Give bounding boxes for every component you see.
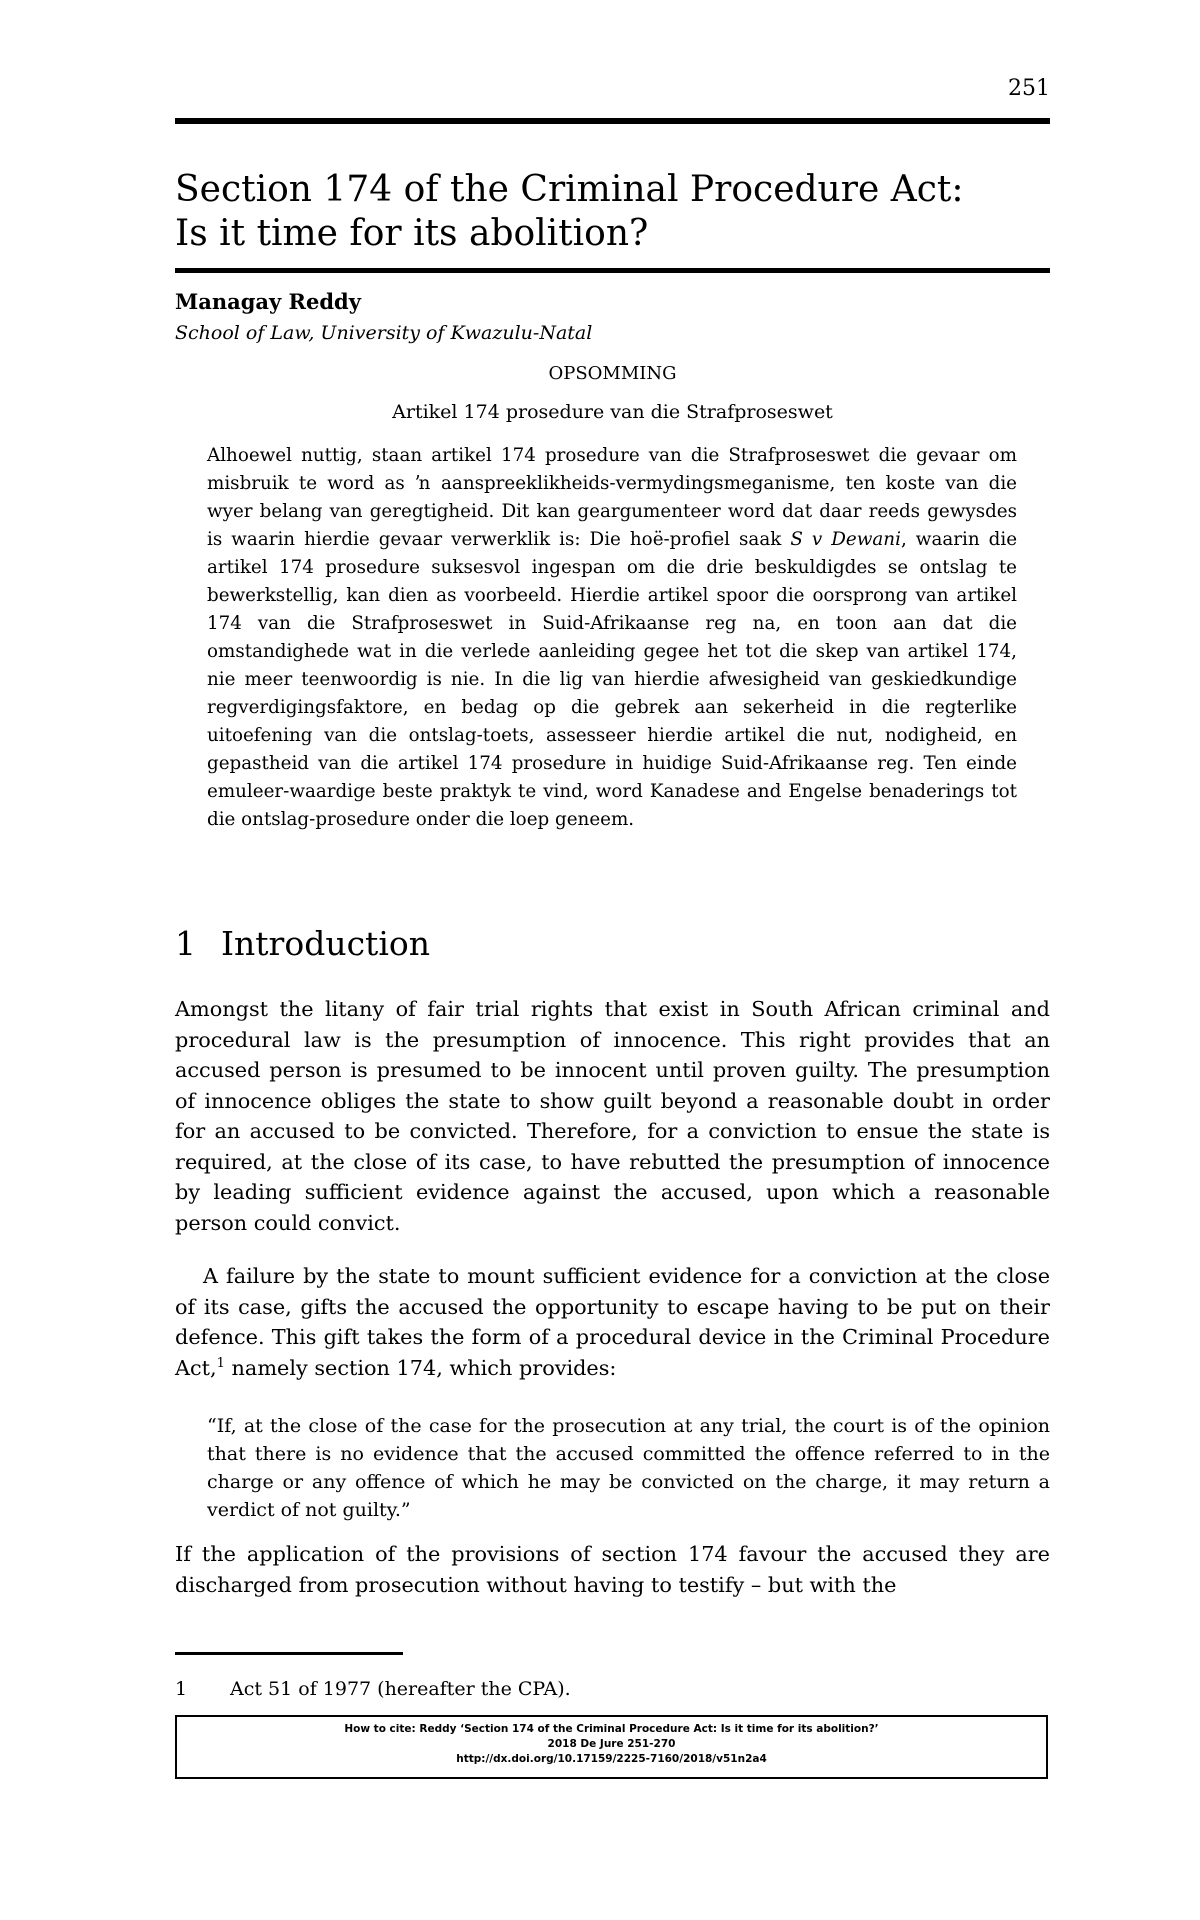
section-number: 1	[175, 924, 196, 963]
section-title: Introduction	[221, 924, 430, 963]
intro-paragraph-2	[175, 1261, 1050, 1383]
article-title-line-1: Section 174 of the Criminal Procedure Act:	[175, 169, 964, 210]
footnote-number: 1	[175, 1678, 188, 1700]
citation-line-1: How to cite: Reddy ‘Section 174 of the Criminal Procedure Act: Is it time for its abolition?’	[344, 1723, 879, 1735]
citation-doi-link[interactable]: http://dx.doi.org/10.17159/2225-7160/2018/v51n2a4	[456, 1753, 767, 1765]
section-heading-introduction	[175, 924, 1050, 963]
abstract-text-part-2: , waarin die artikel 174 prosedure suksesvol ingespan om die drie beskuldigdes se ontslag te bewerkstellig, kan dien as voorbeeld. Hierdie artikel spoor die oorsprong van artikel 174 van die Strafproseswet in Suid-Afrikaanse reg na, en toon aan dat die omstandighede wat in die verlede aanleiding gegee het tot die skep van artikel 174, nie meer teenwoordig is nie. In die lig van hierdie afwesigheid van geskiedkundige regverdigingsfaktore, en bedag op die gebrek aan sekerheid in die regterlike uitoefening van die ontslag-toets, assesseer hierdie artikel die nut, nodigheid, en gepastheid van die artikel 174 prosedure in huidige Suid-Afrikaanse reg. Ten einde emuleer-waardige beste praktyk te vind, word Kanadese and Engelse benaderings tot die ontslag-prosedure onder die loep geneem.	[207, 529, 1018, 830]
author-affiliation: School of Law, University of Kwazulu-Natal	[175, 322, 593, 344]
page-number: 251	[1008, 76, 1050, 101]
abstract-text-part-1: Alhoewel nuttig, staan artikel 174 prosedure van die Strafproseswet die gevaar om misbruik te word as ŉ aanspreeklikheids-vermydingsmeganisme, ten koste van die wyer belang van geregtigheid. Dit kan geargumenteer word dat daar reeds gewysdes is waarin hierdie gevaar verwerklik is: Die hoë-profiel saak	[207, 445, 1017, 550]
intro-paragraph-1: Amongst the litany of fair trial rights that exist in South African criminal and procedural law is the presumption of innocence. This right provides that an accused person is presumed to be innocent until proven guilty. The presumption of innocence obliges the state to show guilt beyond a reasonable doubt in order for an accused to be convicted. Therefore, for a conviction to ensue the state is required, at the close of its case, to have rebutted the presumption of innocence by leading sufficient evidence against the accused, upon which a reasonable person could convict.	[175, 997, 1050, 1235]
intro-paragraph-2-text-end: namely section 174, which provides:	[224, 1355, 617, 1380]
title-rule	[175, 268, 1050, 273]
citation-box	[175, 1715, 1048, 1779]
section-174-quote: “If, at the close of the case for the prosecution at any trial, the court is of the opinion that there is no evidence that the accused committed the offence referred to in the charge or any offence of which he may be convicted on the charge, it may return a verdict of not guilty.”	[207, 1415, 1050, 1521]
abstract-body	[207, 442, 1017, 834]
intro-paragraph-3: If the application of the provisions of section 174 favour the accused they are discharged from prosecution without having to testify – but with the	[175, 1542, 1050, 1597]
article-title-line-2: Is it time for its abolition?	[175, 213, 649, 254]
author-name: Managay Reddy	[175, 289, 361, 314]
intro-paragraph-2-text: A failure by the state to mount sufficient evidence for a conviction at the close of its case, gifts the accused the opportunity to escape having to be put on their defence. This gift takes the form of a procedural device in the Criminal Procedure Act,	[175, 1264, 1050, 1380]
article-title	[175, 168, 1050, 256]
footnote-reference-1[interactable]: 1	[216, 1355, 225, 1371]
footnote-separator	[175, 1652, 403, 1655]
abstract-heading: OPSOMMING	[548, 363, 677, 384]
abstract-subtitle: Artikel 174 prosedure van die Strafproseswet	[392, 401, 833, 423]
citation-line-2: 2018 De Jure 251-270	[547, 1738, 676, 1750]
footnote-text: Act 51 of 1977 (hereafter the CPA).	[230, 1678, 571, 1700]
abstract-case-name: S v Dewani	[790, 529, 901, 550]
footnote-1	[175, 1678, 1050, 1700]
header-rule	[175, 118, 1050, 124]
